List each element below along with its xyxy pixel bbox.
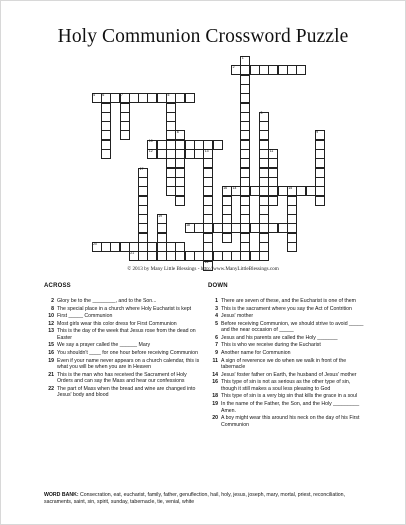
grid-cell[interactable] (157, 233, 167, 243)
word-bank-words: Consecration, eat, eucharist, family, father, genuflection, hail, holy, jesus, joseph, mary, mortal, priest, reconciliation, sacraments, saint, sin, spirit, sunday, tabernacle, tie, venial, white (44, 492, 346, 505)
grid-clue-number: 9 (316, 129, 319, 134)
grid-cell[interactable] (240, 242, 250, 252)
grid-clue-number: 2 (232, 64, 235, 69)
grid-clue-number: 16 (223, 185, 228, 190)
grid-clue-number: 18 (186, 222, 190, 227)
grid-clue-number: 1 (241, 55, 244, 60)
grid-clue-number: 20 (93, 241, 97, 246)
grid-clue-number: 5 (167, 92, 170, 97)
grid-cell[interactable] (287, 242, 297, 252)
grid-cell[interactable] (268, 177, 278, 187)
grid-cell[interactable] (240, 214, 250, 224)
clue-across-22: 22 The part of Mass when the bread and wine are changed into Jesus' body and blood (48, 385, 196, 399)
word-bank (44, 492, 366, 506)
clue-down-18: 18 This type of sin is a very big sin that kills the grace in a soul (212, 393, 358, 400)
grid-cell[interactable] (101, 149, 111, 159)
clue-down-16: 16 This type of sin is not as serious as the other type of sin, though it still makes a soul less pleasing to God (212, 379, 351, 392)
clue-across-16: 16 You shouldn't ____ for one hour before receiving Communion (48, 350, 198, 357)
grid-clue-number: 19 (158, 213, 162, 218)
clue-across-15: 15 We say a prayer called the ______ Mary (48, 342, 151, 349)
grid-cell[interactable] (175, 196, 185, 206)
word-bank-label: WORD BANK: (44, 492, 79, 498)
grid-cell[interactable] (175, 130, 185, 140)
grid-clue-number: 11 (269, 148, 274, 153)
grid-cell[interactable] (185, 93, 195, 103)
clue-down-6: 6 Jesus and his parents are called the Holy _______ (215, 334, 338, 341)
down-heading: DOWN (208, 283, 228, 289)
clue-down-9: 9 Another name for Communion (215, 350, 291, 357)
grid-clue-number: 4 (93, 92, 95, 97)
puzzle-title: Holy Communion Crossword Puzzle (57, 26, 349, 47)
clue-down-4: 4 Jesus' mother (215, 313, 254, 320)
grid-clue-number: 10 (148, 139, 153, 144)
grid-cell[interactable] (240, 177, 250, 187)
grid-cell[interactable] (203, 242, 213, 252)
clue-down-19: 19 In the name of the Father, the Son, and the Holy _________ Amen. (212, 401, 360, 414)
grid-cell[interactable] (213, 140, 223, 150)
grid-clue-number: 12 (148, 148, 153, 153)
grid-cell[interactable] (120, 130, 130, 140)
grid-cell[interactable] (259, 251, 269, 261)
grid-clue-number: 13 (204, 148, 209, 153)
grid-clue-number: 7 (121, 92, 123, 97)
grid-cell[interactable] (203, 214, 213, 224)
grid-clue-number: 17 (139, 167, 144, 172)
clue-down-14: 14 Jesus' foster father on Earth, the husband of Jesus' mother (212, 371, 357, 378)
grid-cell[interactable] (240, 56, 250, 66)
clue-down-11: 11 A sign of reverence we do when we walk in front of the tabernacle (212, 357, 347, 371)
grid-cell[interactable] (268, 196, 278, 206)
clue-down-1: 1 There are seven of these, and the Eucharist is one of them (215, 298, 356, 304)
down-clues-list (208, 298, 366, 429)
across-heading: ACROSS (44, 283, 71, 289)
grid-cell[interactable] (259, 214, 269, 224)
clue-across-2: 2 Glory be to the ________, and to the Son... (51, 298, 157, 304)
clue-across-13: 13 This is the day of the week that Jesus rose from the dead on Easter (48, 328, 196, 341)
grid-clue-number: 6 (102, 92, 105, 97)
across-clues-list (44, 298, 202, 400)
clue-across-19: 19 Even if your name never appears on a church calendar, this is what you will be when you are in Heaven (48, 357, 200, 371)
grid-cell[interactable] (222, 233, 232, 243)
clue-across-8: 8 The special place in a church where Holy Eucharist is kept (51, 305, 192, 312)
grid-cell[interactable] (315, 196, 325, 206)
grid-cell[interactable] (138, 233, 148, 243)
grid-clue-number: 15 (288, 185, 293, 190)
grid-clue-number: 22 (204, 260, 209, 265)
grid-clue-number: 8 (176, 129, 179, 134)
grid-cell[interactable] (259, 242, 269, 252)
grid-cell[interactable] (222, 214, 232, 224)
grid-clue-number: 21 (130, 250, 135, 255)
clue-down-3: 3 This is the sacrament where you say the Act of Contrition (215, 305, 352, 312)
copyright-credit: © 2013 by Many Little Blessings - http://www.ManyLittleBlessings.com (127, 266, 279, 272)
clue-across-21: 21 This is the man who has received the Sacrament of Holy Orders and can say the Mass and hear our confessions (48, 371, 187, 385)
clue-down-20: 20 A boy might wear this around his neck on the day of his First Communion (212, 415, 360, 428)
grid-clue-number: 3 (260, 111, 263, 116)
grid-clue-number: 14 (232, 185, 237, 190)
clue-down-7: 7 This is who we receive during the Eucharist (215, 342, 321, 349)
grid-cell[interactable] (296, 65, 306, 75)
clue-across-10: 10 First _____ Communion (48, 313, 113, 320)
clue-down-5: 5 Before receiving Communion, we should strive to avoid _____ and the near occasion of _____ (215, 320, 364, 334)
clue-across-12: 12 Most girls wear this color dress for First Communion (48, 320, 177, 327)
